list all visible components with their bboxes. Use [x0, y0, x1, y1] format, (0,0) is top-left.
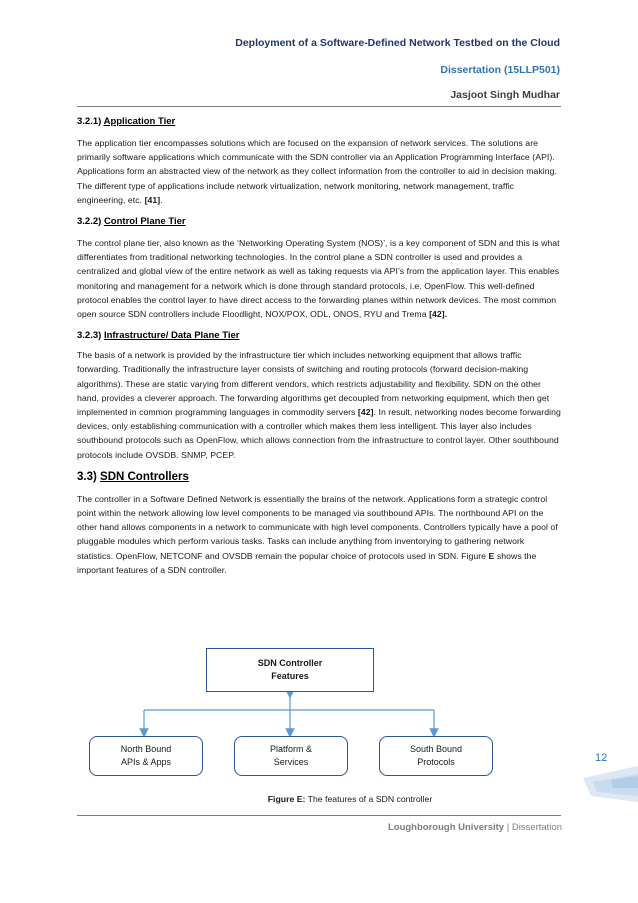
- paragraph-text: . In result, networking nodes become forwarding devices, only establishing communication with a controller which makes them less intelligent. This layer also includes southbound protocols such as OpenFlow, which allows connection from the infrastructure to control layer. Other southbound protocols include OVSDB. SNMP, PCEP.: [77, 407, 561, 460]
- diagram-child-label: South Bound: [409, 744, 463, 754]
- caption-label: Figure E:: [267, 794, 306, 804]
- paragraph-end: .: [160, 194, 163, 205]
- section-number: 3.2.1): [77, 116, 102, 127]
- citation: [42]: [357, 407, 374, 418]
- header-author: Jasjoot Singh Mudhar: [450, 89, 560, 101]
- header-rule: [77, 106, 561, 107]
- paragraph-text: The control plane tier, also known as the ‘Networking Operating System (NOS)’, is a key component of SDN and this is what differentiates from traditional networking technologies. In the control plane a SDN controller is used and provides a centralized and global view of the entire network as well as taking requests via API’s from the application layer. This enables monitoring and management for a network which is done through standard protocols, i.e. OpenFlow. This well-defined protocol enables the control layer to have direct access to the forwarding planes within network devices. The most common open source SDN controllers include Floodlight, NOX/POX, ODL, ONOS, RYU and Trema: [77, 238, 560, 320]
- page-corner-decoration: [583, 766, 638, 802]
- footer-university: Loughborough University: [387, 822, 505, 833]
- footer-label: Dissertation: [511, 822, 562, 833]
- diagram-root-label: Features: [271, 671, 309, 681]
- heading-sdn-controllers: [77, 471, 563, 483]
- section-title: Control Plane Tier: [103, 216, 186, 228]
- section-number: 3.3): [77, 470, 97, 483]
- page-number: 12: [595, 752, 608, 764]
- citation: [42].: [429, 309, 448, 320]
- diagram-child-north-bound: [89, 736, 203, 776]
- diagram-child-label: APIs & Apps: [120, 757, 171, 767]
- section-number: 3.2.3): [77, 330, 102, 342]
- footer: [388, 822, 562, 833]
- page-body: [77, 116, 563, 586]
- paragraph-text: The application tier encompasses solutions which are focused on the expansion of network services. The solutions are primarily software applications which communicate with the SDN controller via an Application Programming Interface (API). Applications form an abstracted view of the network as they collect information from the controller to aid in decision making. The different type of applications include network virtualization, network monitoring, network management, traffic engineering, etc.: [77, 138, 557, 205]
- figure-caption: [77, 794, 563, 804]
- diagram-child-label: Protocols: [417, 757, 455, 767]
- caption-text: The features of a SDN controller: [305, 794, 433, 804]
- section-title: Infrastructure/ Data Plane Tier: [103, 330, 240, 342]
- paragraph-infrastructure-tier: [77, 348, 563, 462]
- footer-separator: |: [504, 822, 512, 833]
- heading-control-plane-tier: [77, 216, 563, 227]
- figure-reference: E: [488, 550, 495, 561]
- section-number: 3.2.2): [77, 216, 102, 228]
- diagram-child-label: North Bound: [120, 744, 172, 754]
- paragraph-sdn-controllers: [77, 492, 563, 577]
- diagram-child-label: Services: [273, 757, 309, 767]
- section-title: SDN Controllers: [100, 470, 189, 483]
- header-course: Dissertation (15LLP501): [440, 64, 560, 76]
- header-title: Deployment of a Software-Defined Network Testbed on the Cloud: [235, 37, 560, 49]
- heading-application-tier: [77, 116, 563, 127]
- sdn-features-diagram: [77, 648, 563, 778]
- diagram-child-platform: [234, 736, 348, 776]
- diagram-root-label: SDN Controller: [257, 658, 323, 668]
- paragraph-text: The basis of a network is provided by the infrastructure tier which includes networking equipment that allows traffic forwarding. Traditionally the infrastructure layer consists of switching and routing protocols (forward decision-making algorithms). These are static varying from different vendors, which restricts adjustability and flexibility. SDN on the other hand, provides a cleverer approach. The forwarding algorithms get decoupled from networking equipment, which then get implemented in common programming languages in commodity servers: [77, 350, 550, 418]
- section-title: Application Tier: [103, 116, 176, 127]
- paragraph-text: shows the important features of a SDN controller.: [77, 550, 537, 575]
- heading-infrastructure-tier: [77, 330, 563, 341]
- footer-rule: [77, 815, 561, 816]
- diagram-root-box: [206, 648, 374, 692]
- diagram-child-south-bound: [379, 736, 493, 776]
- paragraph-application-tier: [77, 136, 563, 207]
- paragraph-control-plane-tier: [77, 236, 563, 321]
- paragraph-text: The controller in a Software Defined Network is essentially the brains of the network. Applications form a strategic control point within the network allowing low level components to be managed via southbound APIs. The northbound API on the other hand allows components in a network to communicate with high level components. Controllers typically have a pool of pluggable modules which perform various tasks. Tasks can include anything from inventorying to gathering network statistics. OpenFlow, NETCONF and OVSDB remain the popular choice of protocols used in SDN. Figure: [77, 493, 558, 561]
- citation: [41]: [144, 194, 161, 205]
- diagram-child-label: Platform &: [269, 744, 312, 754]
